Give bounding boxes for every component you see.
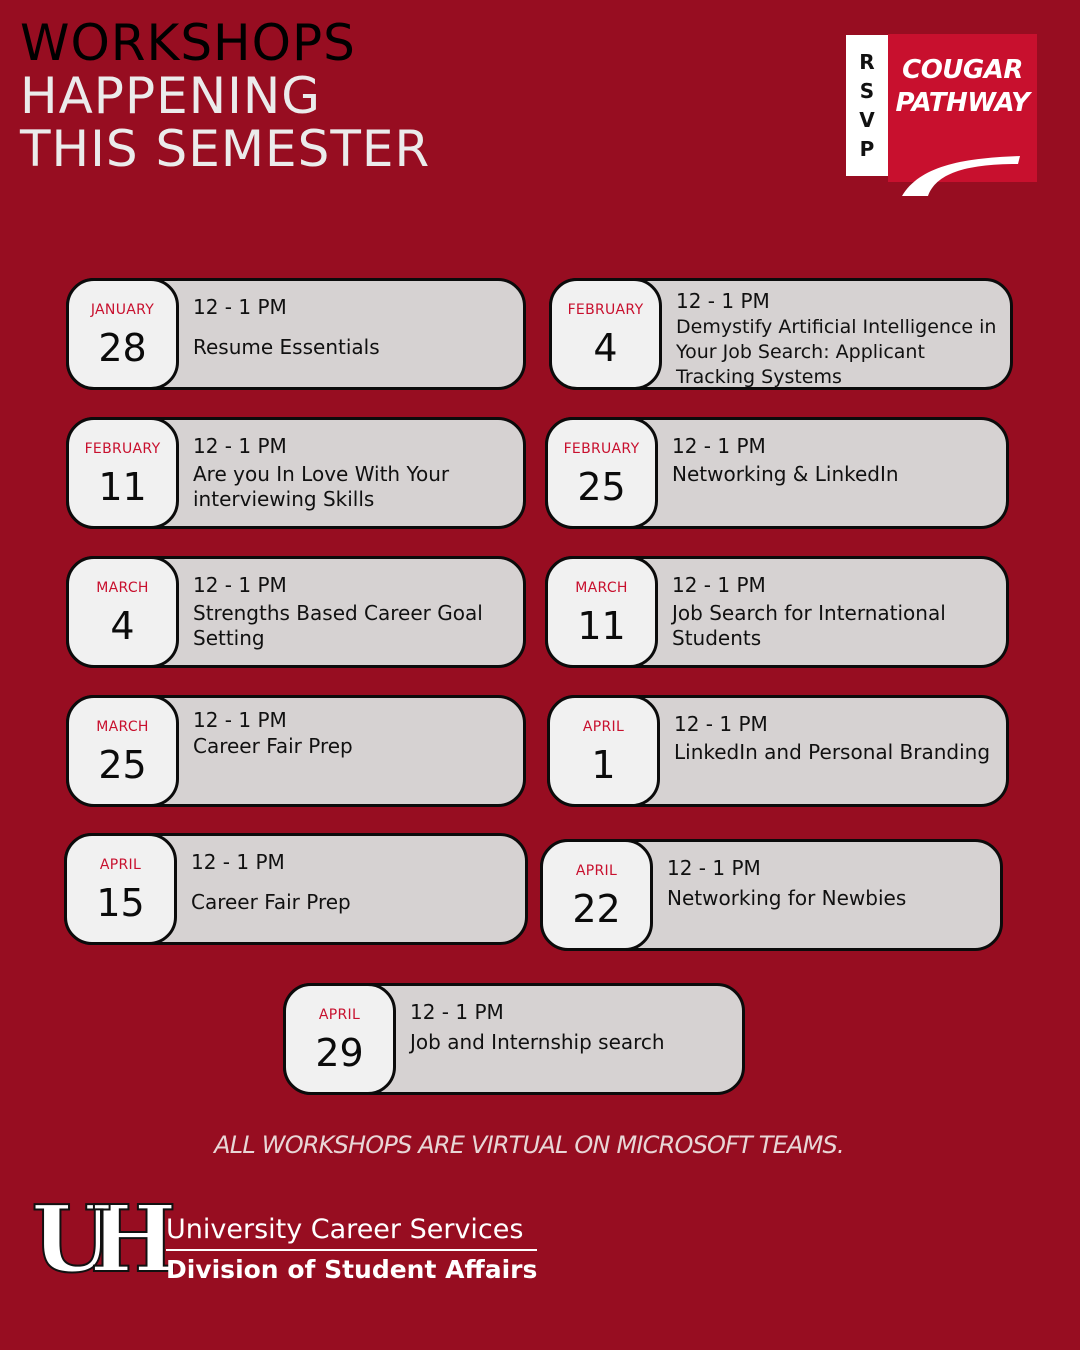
date-month: JANUARY: [90, 302, 155, 318]
date-month: FEBRUARY: [563, 441, 640, 457]
workshop-topic: Job and Internship search: [410, 1030, 665, 1054]
workshop-card[interactable]: [66, 417, 526, 529]
workshop-topic: Resume Essentials: [193, 335, 380, 359]
date-badge: [66, 278, 179, 390]
workshop-topic: Career Fair Prep: [193, 734, 353, 758]
workshop-time: 12 - 1 PM: [193, 708, 287, 732]
date-day: 25: [98, 743, 147, 787]
date-day: 22: [572, 887, 621, 931]
workshop-card[interactable]: [547, 695, 1009, 807]
virtual-note: ALL WORKSHOPS ARE VIRTUAL ON MICROSOFT TEAMS.: [214, 1131, 844, 1159]
workshop-card[interactable]: [549, 278, 1013, 390]
date-month: MARCH: [96, 719, 149, 735]
workshop-card[interactable]: [66, 556, 526, 668]
date-badge: [549, 278, 662, 390]
date-day: 4: [593, 326, 618, 370]
date-day: 4: [110, 604, 135, 648]
rsvp-letter: S: [859, 79, 875, 103]
workshop-time: 12 - 1 PM: [410, 1000, 504, 1024]
workshop-time: 12 - 1 PM: [676, 289, 770, 313]
date-badge: [547, 695, 660, 807]
workshop-info: [672, 573, 1000, 651]
date-month: FEBRUARY: [84, 441, 161, 457]
pathway-swoosh-icon: [902, 152, 1022, 196]
workshop-info: [672, 434, 1000, 487]
cougar-pathway-logo[interactable]: [888, 34, 1037, 182]
date-month: APRIL: [99, 857, 142, 873]
title-line-1: WORKSHOPS: [20, 14, 356, 72]
workshop-time: 12 - 1 PM: [193, 434, 287, 458]
workshop-topic: Demystify Artificial Intelligence in Your Job Search: Applicant Tracking Systems: [676, 316, 997, 388]
workshop-info: [674, 712, 1000, 765]
footer-department: University Career Services: [166, 1214, 537, 1251]
date-day: 1: [591, 743, 616, 787]
rsvp-letter: V: [859, 108, 875, 132]
workshop-topic: LinkedIn and Personal Branding: [674, 740, 991, 764]
date-month: MARCH: [575, 580, 628, 596]
workshop-time: 12 - 1 PM: [672, 434, 766, 458]
workshop-info: [193, 573, 517, 651]
workshop-card[interactable]: [283, 983, 745, 1095]
workshop-info: [676, 289, 1004, 390]
brand-line-2: PATHWAY: [895, 88, 1030, 118]
workshop-card[interactable]: [545, 417, 1009, 529]
title-line-3: THIS SEMESTER: [20, 120, 431, 178]
uh-logo-text: UH: [31, 1185, 155, 1293]
workshop-topic: Job Search for International Students: [672, 601, 946, 650]
workshop-topic: Career Fair Prep: [191, 890, 351, 914]
workshop-info: [191, 850, 519, 915]
workshop-time: 12 - 1 PM: [672, 573, 766, 597]
workshop-card[interactable]: [66, 278, 526, 390]
date-day: 15: [96, 881, 145, 925]
date-month: APRIL: [582, 719, 625, 735]
workshop-card[interactable]: [545, 556, 1009, 668]
title-line-2: HAPPENING: [20, 67, 321, 125]
date-badge: [283, 983, 396, 1095]
rsvp-letter: R: [859, 50, 875, 74]
workshop-time: 12 - 1 PM: [191, 850, 285, 874]
workshop-info: [193, 434, 517, 512]
date-month: APRIL: [318, 1007, 361, 1023]
date-day: 25: [577, 465, 626, 509]
workshop-time: 12 - 1 PM: [193, 295, 287, 319]
date-badge: [545, 556, 658, 668]
workshop-info: [193, 295, 517, 360]
date-badge: [64, 833, 177, 945]
workshop-time: 12 - 1 PM: [674, 712, 768, 736]
rsvp-label[interactable]: [846, 35, 888, 176]
date-badge: [66, 417, 179, 529]
date-badge: [540, 839, 653, 951]
workshop-card[interactable]: [64, 833, 528, 945]
date-month: APRIL: [575, 863, 618, 879]
workshop-info: [410, 1000, 736, 1055]
footer-division: Division of Student Affairs: [166, 1255, 538, 1284]
brand-line-1: COUGAR: [902, 55, 1023, 85]
page-title: [20, 14, 431, 178]
workshop-time: 12 - 1 PM: [193, 573, 287, 597]
uh-logo-icon: [31, 1185, 155, 1293]
date-day: 11: [577, 604, 626, 648]
rsvp-letter: P: [859, 137, 875, 161]
date-day: 28: [98, 326, 147, 370]
workshop-info: [193, 708, 517, 759]
date-badge: [545, 417, 658, 529]
cougar-pathway-wordmark: [888, 54, 1037, 120]
workshop-topic: Networking & LinkedIn: [672, 462, 899, 486]
date-day: 29: [315, 1031, 364, 1075]
workshop-card[interactable]: [540, 839, 1003, 951]
workshop-topic: Networking for Newbies: [667, 886, 907, 910]
workshop-topic: Are you In Love With Your interviewing Skills: [193, 462, 450, 511]
date-month: FEBRUARY: [567, 302, 644, 318]
workshop-info: [667, 856, 994, 911]
date-month: MARCH: [96, 580, 149, 596]
footer-branding: [166, 1214, 537, 1284]
date-badge: [66, 556, 179, 668]
date-badge: [66, 695, 179, 807]
date-day: 11: [98, 465, 147, 509]
workshop-time: 12 - 1 PM: [667, 856, 761, 880]
workshop-card[interactable]: [66, 695, 526, 807]
workshop-topic: Strengths Based Career Goal Setting: [193, 601, 483, 650]
